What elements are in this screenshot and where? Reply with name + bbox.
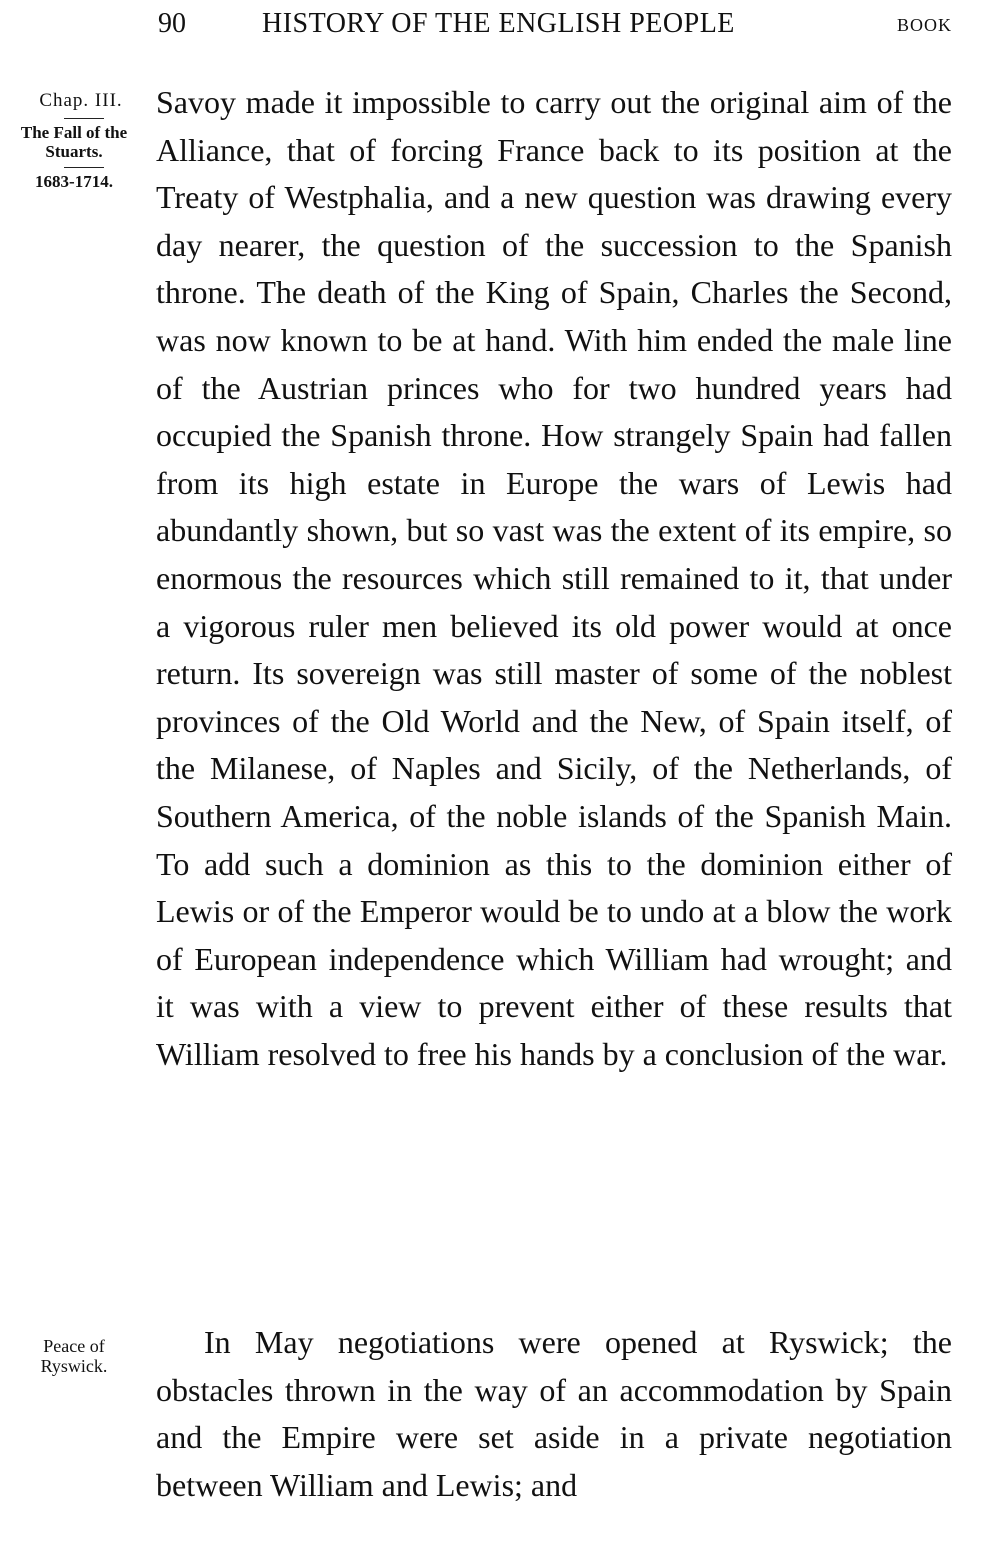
page-number: 90 xyxy=(158,8,186,39)
page-header xyxy=(0,8,1000,48)
side-note-ryswick: Peace of Ryswick. xyxy=(40,1336,108,1376)
body-paragraph: In May negotiations were opened at Ryswick; the obstacles thrown in the way of an accommodation by Spain and the Empire were set aside in a private negotiation between William and Lewis; and xyxy=(156,1324,952,1503)
years-note: 1683-1714. xyxy=(35,172,113,191)
body-paragraph: Savoy made it impossible to carry out the original aim of the Alliance, that of forcing France back to its position at the Treaty of Westphalia, and a new question was drawing every day nearer, the question of the succession to the Spanish throne. The death of the King of Spain, Charles the Second, was now known to be at hand. With him ended the male line of the Austrian princes who for two hundred years had occupied the Spanish throne. How strangely Spain had fallen from its high estate in Europe the wars of Lewis had abundantly shown, but so vast was the extent of its empire, so enormous the resources which still remained to it, that under a vigorous ruler men believed its old power would at once return. Its sovereign was still master of some of the noblest provinces of the Old World and the New, of Spain itself, of the Milanese, of Naples and Sicily, of the Netherlands, of Southern America, of the noble islands of the Spanish Main. To add such a dominion as this to the dominion either of Lewis or of the Emperor would be to undo at a blow the work of European independence which William had wrought; and it was with a view to prevent either of these results that William resolved to free his hands by a conclusion of the war. xyxy=(156,84,952,1072)
chapter-label: Chap. III. xyxy=(39,90,123,111)
margin-notes-bottom xyxy=(0,1336,142,1376)
margin-notes-top xyxy=(0,90,142,192)
running-title: HISTORY OF THE ENGLISH PEOPLE xyxy=(262,8,735,39)
section-title-note: The Fall of the Stuarts. xyxy=(20,123,128,161)
margin-rule xyxy=(64,167,104,168)
book-label: BOOK xyxy=(896,15,952,35)
margin-rule xyxy=(64,118,104,119)
